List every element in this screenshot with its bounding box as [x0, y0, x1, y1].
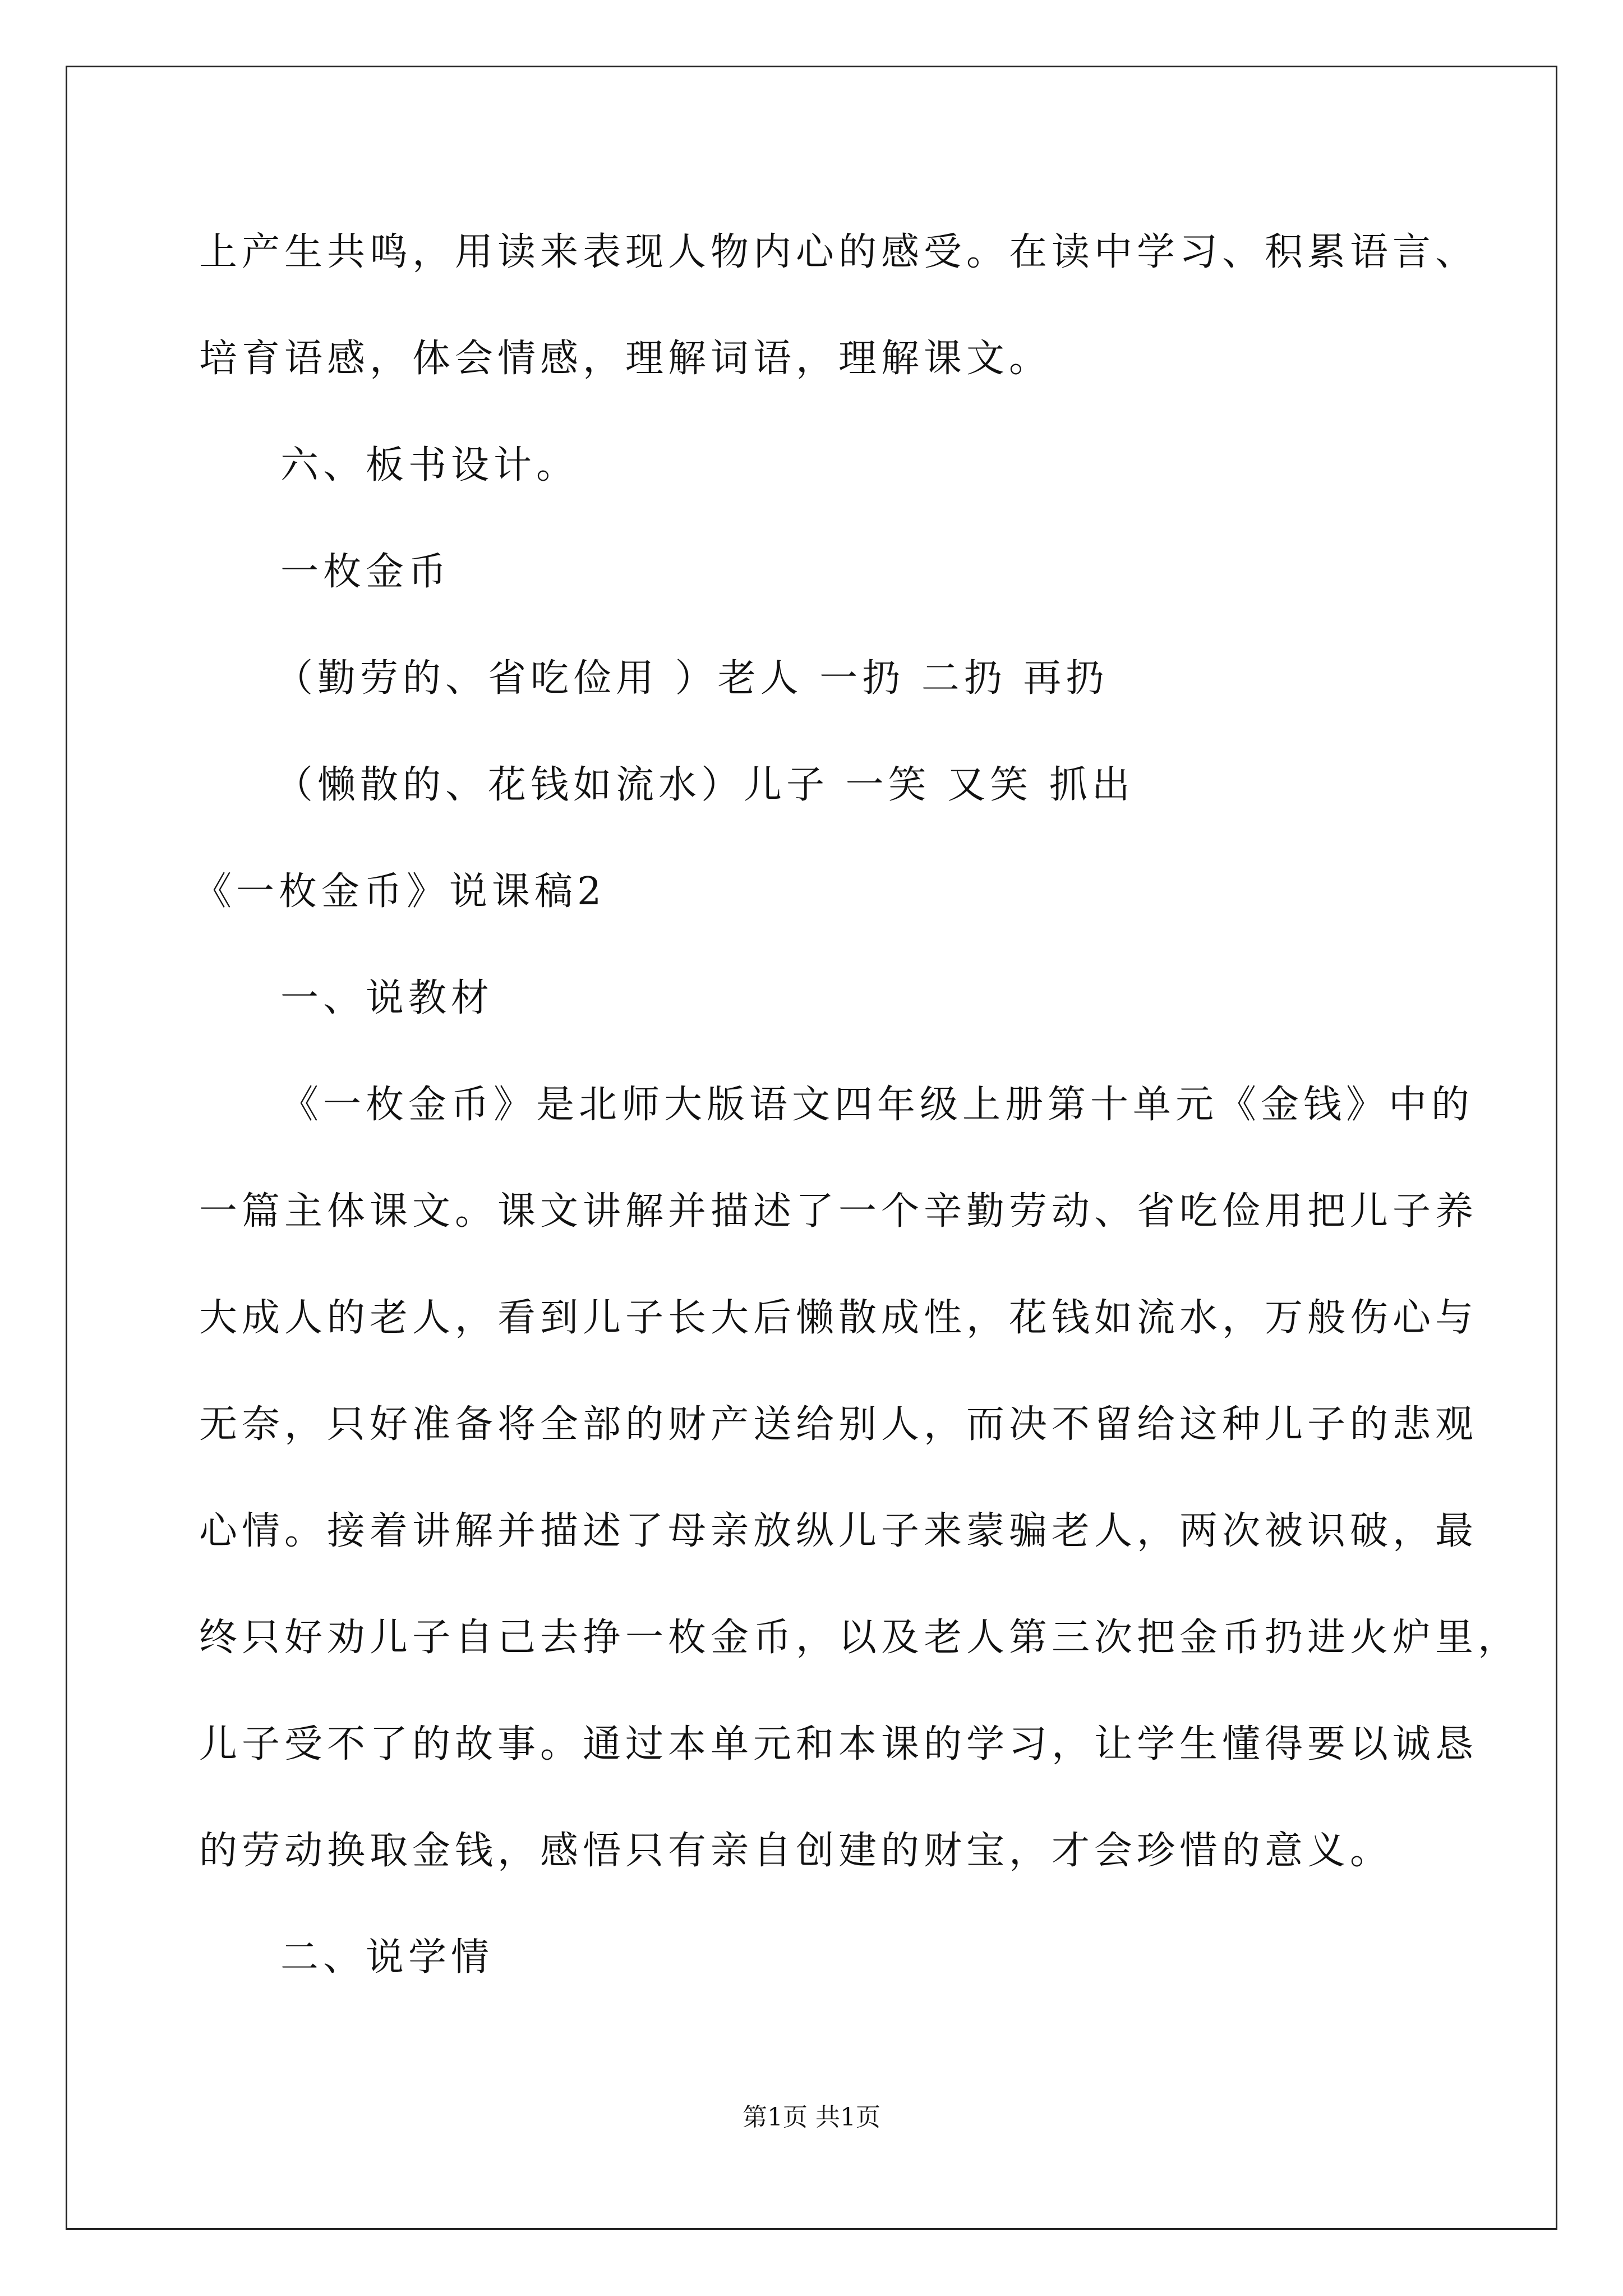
body-text-line: 儿子受不了的故事。通过本单元和本课的学习，让学生懂得要以诚恳 — [199, 1722, 1478, 1766]
body-text-line: 上产生共鸣，用读来表现人物内心的感受。在读中学习、积累语言、 — [199, 230, 1478, 274]
body-text-line: 《一枚金币》是北师大版语文四年级上册第十单元《金钱》中的 — [280, 1083, 1474, 1127]
body-text-line: 的劳动换取金钱，感悟只有亲自创建的财宝，才会珍惜的意义。 — [199, 1829, 1393, 1873]
section-heading: 一、说教材 — [280, 976, 494, 1020]
body-text-line: 终只好劝儿子自己去挣一枚金币，以及老人第三次把金币扔进火炉里， — [199, 1616, 1521, 1660]
body-text-line: 培育语感，体会情感，理解词语，理解课文。 — [199, 337, 1052, 381]
section-heading: 二、说学情 — [280, 1935, 494, 1980]
board-line: （懒散的、花钱如流水）儿子 一笑 又笑 抓出 — [275, 763, 1135, 807]
section-heading: 六、板书设计。 — [280, 443, 579, 487]
body-text-line: 心情。接着讲解并描述了母亲放纵儿子来蒙骗老人，两次被识破，最 — [199, 1509, 1478, 1553]
page-number-footer: 第1页 共1页 — [743, 2103, 880, 2132]
board-line: （勤劳的、省吃俭用 ）老人 一扔 二扔 再扔 — [275, 656, 1109, 701]
page-border — [66, 66, 1557, 2230]
body-text-line: 一篇主体课文。课文讲解并描述了一个辛勤劳动、省吃俭用把儿子养 — [199, 1189, 1478, 1234]
document-title: 《一枚金币》说课稿2 — [193, 869, 606, 914]
body-text-line: 大成人的老人，看到儿子长大后懒散成性，花钱如流水，万般伤心与 — [199, 1296, 1478, 1340]
board-title: 一枚金币 — [280, 550, 451, 594]
body-text-line: 无奈，只好准备将全部的财产送给别人，而决不留给这种儿子的悲观 — [199, 1402, 1478, 1447]
